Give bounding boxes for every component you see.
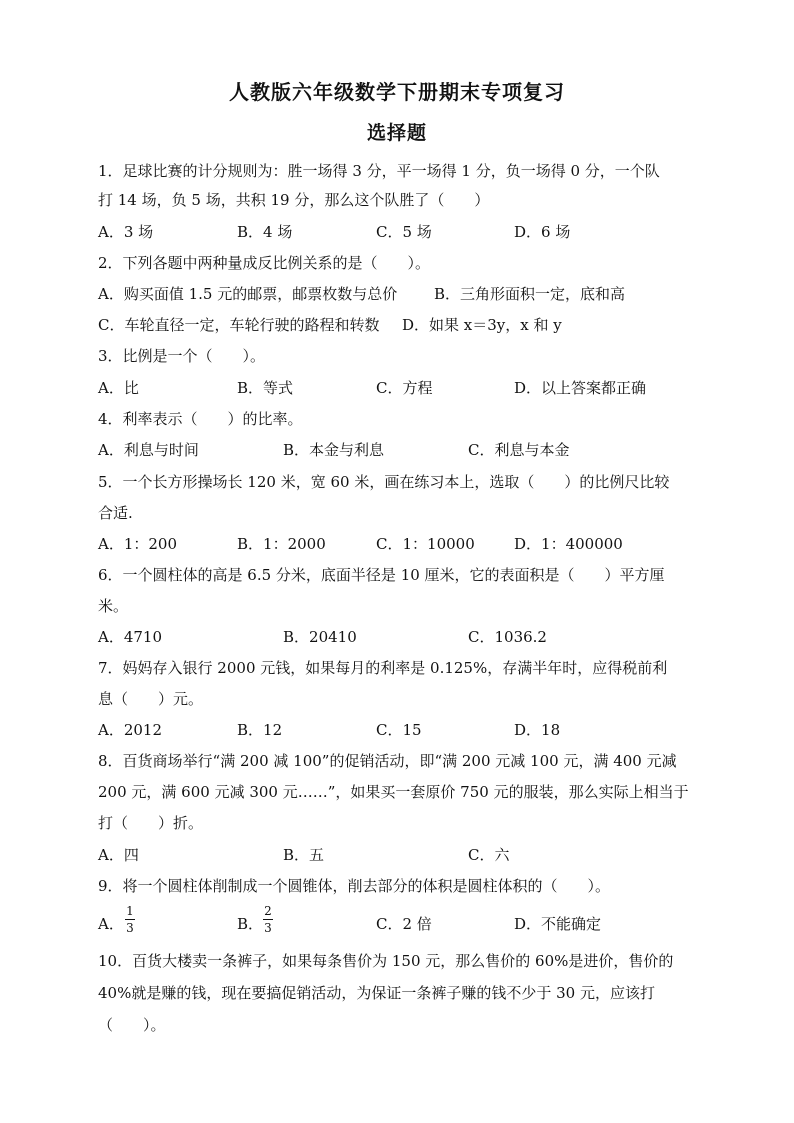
question-4-option-b: B．本金与利息 <box>283 441 385 459</box>
question-1-line-2: 打 14 场，负 5 场，共积 19 分，那么这个队胜了（ ） <box>98 191 490 209</box>
fraction-two-thirds <box>263 905 273 934</box>
question-6-option-a: A．4710 <box>98 628 163 646</box>
question-9-option-b: B． <box>237 915 264 933</box>
question-8-line-3: 打（ ）折。 <box>98 814 204 832</box>
question-1-option-b: B．4 场 <box>237 223 293 241</box>
question-4-option-a: A．利息与时间 <box>98 441 199 459</box>
question-1-line-1: 1．足球比赛的计分规则为：胜一场得 3 分，平一场得 1 分，负一场得 0 分，一个队 <box>98 162 660 180</box>
question-7-option-c: C．15 <box>376 721 422 739</box>
question-10-line-3: （ ）。 <box>98 1016 166 1034</box>
question-9-line-1: 9．将一个圆柱体削制成一个圆锥体，削去部分的体积是圆柱体积的（ ）。 <box>98 877 611 895</box>
question-8-line-2: 200 元，满 600 元减 300 元……”，如果买一套原价 750 元的服装，那么实际上相当于 <box>98 783 689 801</box>
question-5-option-c: C．1：10000 <box>376 535 475 553</box>
question-6-line-1: 6．一个圆柱体的高是 6.5 分米，底面半径是 10 厘米，它的表面积是（ ）平方厘 <box>98 566 665 584</box>
question-7-line-1: 7．妈妈存入银行 2000 元钱，如果每月的利率是 0.125%，存满半年时，应得税前利 <box>98 659 668 677</box>
question-3-option-c: C．方程 <box>376 379 433 397</box>
question-3-line-1: 3．比例是一个（ ）。 <box>98 347 266 365</box>
fraction-denominator: 3 <box>264 921 272 935</box>
question-9-option-c: C．2 倍 <box>376 915 432 933</box>
page-title: 人教版六年级数学下册期末专项复习 <box>229 80 565 104</box>
question-5-line-1: 5．一个长方形操场长 120 米，宽 60 米，画在练习本上，选取（ ）的比例尺比较 <box>98 473 670 491</box>
question-3-option-a: A．比 <box>98 379 139 397</box>
question-4-option-c: C．利息与本金 <box>468 441 570 459</box>
fraction-numerator: 1 <box>126 904 134 918</box>
question-7-line-2: 息（ ）元。 <box>98 690 204 708</box>
question-2-option-b: B．三角形面积一定，底和高 <box>434 285 626 303</box>
question-5-option-d: D．1：400000 <box>514 535 623 553</box>
question-5-line-2: 合适. <box>98 504 133 522</box>
question-4-line-1: 4．利率表示（ ）的比率。 <box>98 410 303 428</box>
question-7-option-d: D．18 <box>514 721 561 739</box>
question-2-option-d: D．如果 x＝3y，x 和 y <box>402 316 562 334</box>
section-title: 选择题 <box>366 122 427 144</box>
question-1-option-c: C．5 场 <box>376 223 432 241</box>
fraction-denominator: 3 <box>126 921 134 935</box>
question-8-line-1: 8．百货商场举行“满 200 减 100”的促销活动，即“满 200 元减 100 元，满 400 元减 <box>98 752 677 770</box>
question-10-line-1: 10．百货大楼卖一条裤子，如果每条售价为 150 元，那么售价的 60%是进价，售价的 <box>98 952 674 970</box>
question-1-option-d: D．6 场 <box>514 223 571 241</box>
question-9-option-a: A． <box>98 915 124 933</box>
question-2-option-a: A．购买面值 1.5 元的邮票，邮票枚数与总价 <box>98 285 398 303</box>
question-6-option-b: B．20410 <box>283 628 357 646</box>
question-8-option-c: C．六 <box>468 846 510 864</box>
question-8-option-a: A．四 <box>98 846 139 864</box>
fraction-one-third <box>125 905 135 934</box>
fraction-numerator: 2 <box>264 904 272 918</box>
question-8-option-b: B．五 <box>283 846 325 864</box>
question-6-option-c: C．1036.2 <box>468 628 547 646</box>
question-7-option-b: B．12 <box>237 721 283 739</box>
fraction-bar <box>125 919 135 920</box>
question-5-option-a: A．1：200 <box>98 535 178 553</box>
question-7-option-a: A．2012 <box>98 721 163 739</box>
fraction-bar <box>263 919 273 920</box>
question-5-option-b: B．1：2000 <box>237 535 326 553</box>
question-6-line-2: 米。 <box>98 597 129 615</box>
question-2-option-c: C．车轮直径一定，车轮行驶的路程和转数 <box>98 316 380 334</box>
question-9-option-d: D．不能确定 <box>514 915 602 933</box>
question-3-option-d: D．以上答案都正确 <box>514 379 647 397</box>
question-2-line-1: 2．下列各题中两种量成反比例关系的是（ ）。 <box>98 254 431 272</box>
question-3-option-b: B．等式 <box>237 379 294 397</box>
question-10-line-2: 40%就是赚的钱，现在要搞促销活动，为保证一条裤子赚的钱不少于 30 元，应该打 <box>98 984 655 1002</box>
question-1-option-a: A．3 场 <box>98 223 154 241</box>
